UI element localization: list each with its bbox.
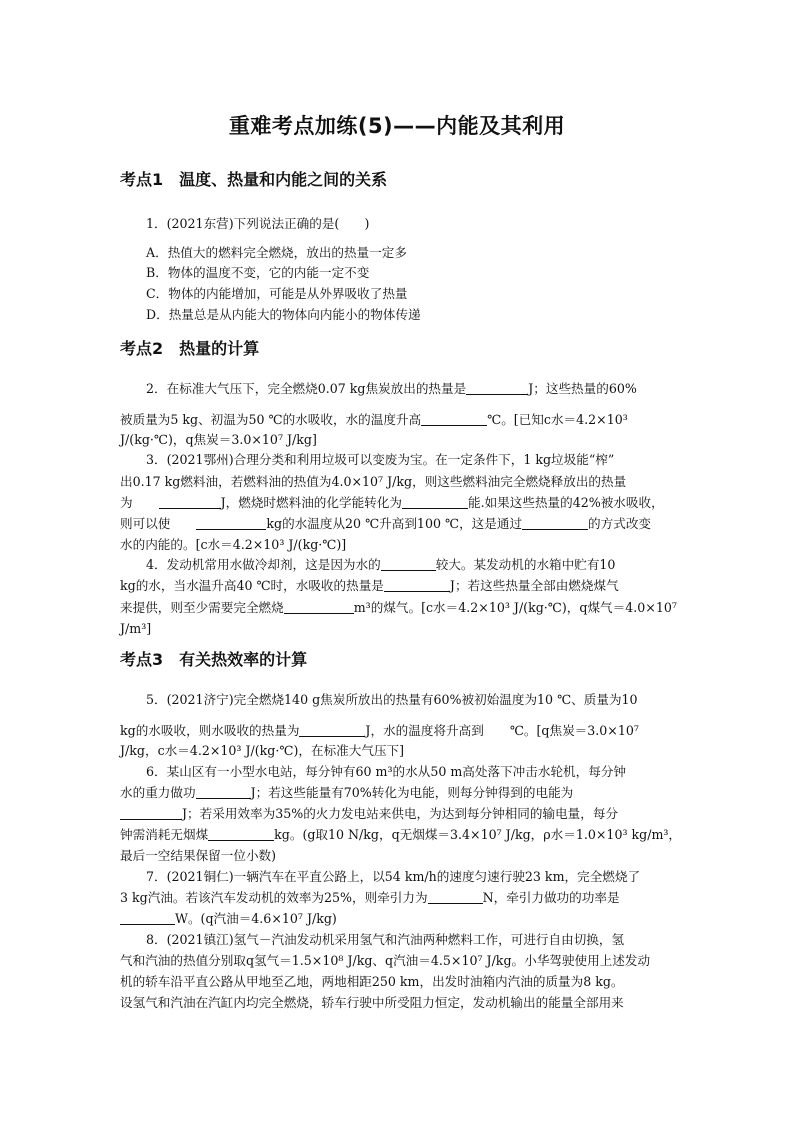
answer-blank[interactable] — [120, 912, 175, 925]
question-8-line-1: 8．(2021镇江)氢气－汽油发动机采用氢气和汽油两种燃料工作，可进行自由切换，氢 — [146, 932, 625, 947]
question-3-line-2: 出0.17 kg燃料油，若燃料油的热值为4.0×10⁷ J/kg，则这些燃料油完全燃烧释放出的热量 — [120, 474, 627, 489]
question-2-line-3: J/(kg·℃)，q焦炭＝3.0×10⁷ J/kg] — [120, 432, 317, 447]
section-heading-3 — [120, 647, 680, 670]
section-heading-2 — [120, 336, 680, 359]
answer-blank[interactable] — [120, 807, 182, 820]
question-5-line-1: 5．(2021济宁)完全燃烧140 g焦炭所放出的热量有60%被初始温度为10 ℃、质量为10 — [146, 692, 638, 707]
section-name: 热量的计算 — [179, 339, 260, 358]
question-8-line-2: 气和汽油的热值分别取q氢气＝1.5×10⁸ J/kg、q汽油＝4.5×10⁷ J/kg。小华驾驶使用上述发动 — [120, 953, 651, 968]
question-6-line-2: 水的重力做功 J；若这些能量有70%转化为电能，则每分钟得到的电能为 — [120, 785, 574, 800]
question-3-line-3: 为 J，燃烧时燃料油的化学能转化为 能.如果这些热量的42%被水吸收， — [120, 495, 664, 510]
answer-blank[interactable] — [381, 558, 436, 571]
page-title: 重难考点加练(5)——内能及其利用 — [228, 114, 566, 138]
question-2-line-1: 2．在标准大气压下，完全燃烧0.07 kg焦炭放出的热量是 J；这些热量的60% — [146, 381, 637, 396]
question-4-line-3: 来提供，则至少需要完全燃烧 m³的煤气。[c水＝4.2×10³ J/(kg·℃)，q煤气＝4.0×10⁷ — [120, 600, 677, 615]
section-heading-1 — [120, 167, 680, 190]
question-7-line-3: W。(q汽油＝4.6×10⁷ J/kg) — [120, 911, 676, 927]
section-number: 考点3 — [120, 650, 164, 669]
answer-blank[interactable] — [159, 496, 221, 509]
question-4-line-2: kg的水，当水温升高40 ℃时，水吸收的热量是 J；若这些热量全部由燃烧煤气 — [120, 578, 619, 593]
answer-blank[interactable] — [421, 413, 487, 426]
question-3-line-4: 则可以使 kg的水温度从20 ℃升高到100 ℃，这是通过 的方式改变 — [120, 516, 652, 531]
question-4-line-1: 4．发动机常用水做冷却剂，这是因为水的 较大。某发动机的水箱中贮有10 — [146, 557, 616, 572]
answer-blank[interactable] — [428, 891, 483, 904]
answer-blank[interactable] — [466, 382, 528, 395]
question-6-line-5: 最后一空结果保留一位小数) — [120, 848, 277, 863]
answer-blank[interactable] — [208, 828, 274, 841]
answer-blank[interactable] — [299, 724, 365, 737]
question-1-option-b: B．物体的温度不变，它的内能一定不变 — [146, 265, 370, 280]
section-number: 考点2 — [120, 339, 164, 358]
answer-blank[interactable] — [196, 517, 266, 530]
answer-blank[interactable] — [402, 496, 468, 509]
question-5-line-2: kg的水吸收，则水吸收的热量为 J，水的温度将升高到 ℃。[q焦炭＝3.0×10⁷ — [120, 723, 639, 738]
question-6-line-3: J；若采用效率为35%的火力发电站来供电，为达到每分钟相同的输电量，每分 — [120, 806, 676, 822]
question-4-line-4: J/m³] — [120, 621, 152, 636]
question-1-option-a: A．热值大的燃料完全燃烧，放出的热量一定多 — [146, 245, 407, 260]
question-3-line-5: 水的内能的。[c水＝4.2×10³ J/(kg·℃)] — [120, 537, 347, 552]
question-8-line-3: 机的轿车沿平直公路从甲地至乙地，两地相距250 km，出发时油箱内汽油的质量为8 kg。 — [120, 974, 624, 989]
question-8-line-4: 设氢气和汽油在汽缸内均完全燃烧，轿车行驶中所受阻力恒定，发动机输出的能量全部用来 — [120, 995, 624, 1010]
answer-blank[interactable] — [284, 601, 354, 614]
answer-blank[interactable] — [522, 517, 588, 530]
question-5-line-3: J/kg，c水＝4.2×10³ J/(kg·℃)，在标准大气压下] — [120, 743, 405, 758]
question-6-line-1: 6．某山区有一小型水电站，每分钟有60 m³的水从50 m高处落下冲击水轮机，每分钟 — [146, 764, 627, 779]
section-number: 考点1 — [120, 170, 164, 189]
answer-blank[interactable] — [384, 579, 450, 592]
question-1-option-d: D．热量总是从内能大的物体向内能小的物体传递 — [146, 307, 421, 322]
question-1-option-c: C．物体的内能增加，可能是从外界吸收了热量 — [146, 286, 408, 301]
section-name: 温度、热量和内能之间的关系 — [179, 170, 388, 189]
question-2-line-2: 被质量为5 kg、初温为50 ℃的水吸收，水的温度升高 ℃。[已知c水＝4.2×10³ — [120, 412, 628, 427]
question-7-line-1: 7．(2021铜仁)一辆汽车在平直公路上，以54 km/h的速度匀速行驶23 km，完全燃烧了 — [146, 869, 641, 884]
question-3-line-1: 3．(2021鄂州)合理分类和利用垃圾可以变废为宝。在一定条件下，1 kg垃圾能“榨” — [146, 452, 615, 467]
question-7-line-2: 3 kg汽油。若该汽车发动机的效率为25%，则牵引力为 N，牵引力做功的功率是 — [120, 890, 620, 905]
section-name: 有关热效率的计算 — [179, 650, 308, 669]
question-1-stem: 1．(2021东营)下列说法正确的是( ) — [146, 216, 370, 231]
answer-blank[interactable] — [196, 786, 251, 799]
question-6-line-4: 钟需消耗无烟煤 kg。(g取10 N/kg，q无烟煤＝3.4×10⁷ J/kg，ρ水＝1.0×10³ kg/m³， — [120, 827, 682, 842]
